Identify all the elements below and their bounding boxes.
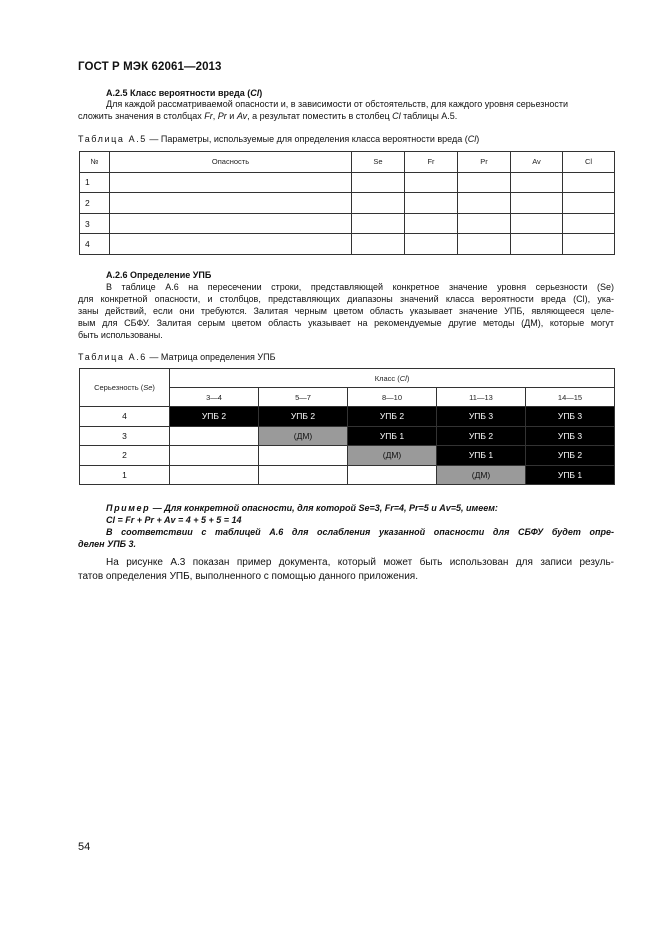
table-a5-caption-end: ) (476, 134, 480, 144)
table-row (80, 213, 615, 234)
table-cell (511, 234, 563, 255)
table-a6-cell: (ДМ) (259, 426, 348, 446)
closing-line1: На рисунке А.3 показан пример документа, который может быть использован для записи резуль- (106, 557, 614, 568)
text-fragment: , (212, 111, 218, 121)
table-a6-cell: УПБ 2 (348, 407, 437, 427)
table-a6-cell: (ДМ) (437, 465, 526, 485)
text-fragment-fr: Fr (204, 111, 213, 121)
page-number: 54 (78, 841, 91, 853)
table-row (80, 193, 615, 214)
table-cell (563, 234, 615, 255)
table-cell (110, 172, 352, 193)
table-a6-header-row1 (80, 369, 615, 388)
table-row (80, 465, 615, 485)
text-fragment-cl: Cl (399, 373, 407, 383)
table-cell (110, 193, 352, 214)
section-a26-line2: для конкретной опасности, и столбцов, представляющих диапазоны значений класса вероятности вреда (Cl), ука- (78, 294, 614, 304)
table-cell (511, 213, 563, 234)
section-a25-line1: Для каждой рассматриваемой опасности и, в зависимости от обстоятельств, для каждого уровня серьезности (106, 99, 569, 109)
table-a5-row-num: 2 (80, 193, 110, 214)
table-a6-caption (78, 352, 276, 362)
example-line2: Cl = Fr + Pr + Av = 4 + 5 + 5 = 14 (106, 515, 242, 525)
table-a6-cell (259, 446, 348, 466)
table-cell (458, 193, 511, 214)
closing-line2: татов определения УПБ, выполненного с помощью данного приложения. (78, 571, 418, 582)
table-a6-severity-value: 3 (80, 426, 170, 446)
table-a5-col-av: Av (511, 152, 563, 173)
table-cell (405, 213, 458, 234)
table-a6-class-range: 8—10 (348, 388, 437, 407)
table-cell (563, 172, 615, 193)
table-a5-col-se: Se (352, 152, 405, 173)
table-a5-row-num: 4 (80, 234, 110, 255)
text-fragment-av: Av (236, 111, 248, 121)
table-a6-class-range: 11—13 (437, 388, 526, 407)
section-a25-heading-suffix: ) (259, 88, 263, 98)
table-a5-caption-text: — Параметры, используемые для определения класса вероятности вреда ( (146, 134, 468, 144)
table-a6-caption-label: Таблица А.6 (78, 352, 147, 362)
table-a6-cell: УПБ 2 (437, 426, 526, 446)
example-label: Пример (106, 503, 151, 513)
table-cell (458, 172, 511, 193)
text-fragment: Класс ( (374, 373, 400, 383)
table-row (80, 234, 615, 255)
table-a5-caption-ital: Cl (467, 134, 477, 144)
section-a25-heading-ital: Cl (250, 88, 260, 98)
example-line1-text: — Для конкретной опасности, для которой Se=3, Fr=4, Pr=5 и Av=5, имеем: (150, 503, 498, 513)
table-a6-cell (170, 465, 259, 485)
table-a6-caption-text: — Матрица определения УПБ (146, 352, 276, 362)
table-a5-row-num: 1 (80, 172, 110, 193)
table-a5-col-cl: Cl (563, 152, 615, 173)
table-cell (352, 193, 405, 214)
table-a6-cell: УПБ 2 (170, 407, 259, 427)
text-fragment: ) (152, 383, 155, 392)
table-a6-class-range: 3—4 (170, 388, 259, 407)
example-line1 (106, 502, 498, 514)
text-fragment-pr: Pr (217, 111, 227, 121)
table-a6-cell: УПБ 1 (348, 426, 437, 446)
table-a6-cell (259, 465, 348, 485)
table-row (80, 407, 615, 427)
table-a6-severity-value: 4 (80, 407, 170, 427)
text-fragment: , а результат поместить в столбец (247, 111, 393, 121)
table-a6-cell: УПБ 1 (526, 465, 615, 485)
table-a6-cell (348, 465, 437, 485)
table-a5-caption (78, 134, 479, 144)
section-a26-heading: А.2.6 Определение УПБ (106, 270, 212, 280)
table-cell (563, 193, 615, 214)
table-cell (405, 193, 458, 214)
text-fragment-cl: Cl (392, 111, 401, 121)
table-a6-cell (170, 426, 259, 446)
section-a26-line4: вым для СБФУ. Залитая серым цветом область указывает на рекомендуемые другие методы (ДМ), которые могут (78, 318, 614, 328)
section-a26-line5: быть использованы. (78, 330, 163, 340)
table-a6-severity-value: 1 (80, 465, 170, 485)
table-cell (458, 234, 511, 255)
example-line3: В соответствии с таблицей А.6 для ослабления указанной опасности для СБФУ будет опре- (106, 527, 614, 537)
table-cell (563, 213, 615, 234)
table-a6 (79, 368, 615, 485)
table-a5-header-row (80, 152, 615, 173)
table-a5-col-fr: Fr (405, 152, 458, 173)
section-a25-line2 (78, 110, 618, 122)
table-a6-cell: (ДМ) (348, 446, 437, 466)
table-a5-caption-label: Таблица А.5 (78, 134, 147, 144)
table-cell (352, 172, 405, 193)
table-a5-row-num: 3 (80, 213, 110, 234)
table-a6-cell: УПБ 3 (526, 407, 615, 427)
section-a26-line1: В таблице А.6 на пересечении строки, представляющей конкретное значение уровня серьезности (Se) (106, 282, 614, 292)
table-a6-cell: УПБ 2 (526, 446, 615, 466)
table-cell (352, 234, 405, 255)
table-cell (405, 234, 458, 255)
text-fragment: таблицы А.5. (400, 111, 458, 121)
table-a6-cell: УПБ 2 (259, 407, 348, 427)
table-row (80, 446, 615, 466)
table-cell (405, 172, 458, 193)
table-row (80, 172, 615, 193)
table-cell (458, 213, 511, 234)
table-a5-col-hazard: Опасность (110, 152, 352, 173)
text-fragment-se: Se (143, 383, 153, 392)
table-cell (352, 213, 405, 234)
table-a6-severity-header (80, 369, 170, 407)
section-a25-heading (106, 88, 262, 98)
example-line4: делен УПБ 3. (78, 539, 137, 549)
table-a6-severity-value: 2 (80, 446, 170, 466)
table-cell (511, 193, 563, 214)
section-a25-heading-prefix: А.2.5 Класс вероятности вреда ( (106, 88, 251, 98)
table-a5-col-num: № (80, 152, 110, 173)
table-a5-col-pr: Pr (458, 152, 511, 173)
table-cell (511, 172, 563, 193)
table-a6-cell (170, 446, 259, 466)
table-a6-cell: УПБ 3 (526, 426, 615, 446)
text-fragment: сложить значения в столбцах (78, 111, 205, 121)
table-a6-class-header (170, 369, 615, 388)
table-a5 (79, 151, 615, 255)
table-cell (110, 234, 352, 255)
table-a6-class-range: 5—7 (259, 388, 348, 407)
table-row (80, 426, 615, 446)
table-a6-cell: УПБ 1 (437, 446, 526, 466)
table-a6-cell: УПБ 3 (437, 407, 526, 427)
table-cell (110, 213, 352, 234)
text-fragment: и (226, 111, 237, 121)
document-header: ГОСТ Р МЭК 62061—2013 (78, 61, 222, 73)
text-fragment: ) (406, 373, 410, 383)
section-a26-line3: заны действий, если они требуются. Залитая черным цветом область указывает значение УПБ, являющееся целе- (78, 306, 614, 316)
text-fragment: Серьезность ( (94, 383, 144, 392)
table-a6-class-range: 14—15 (526, 388, 615, 407)
